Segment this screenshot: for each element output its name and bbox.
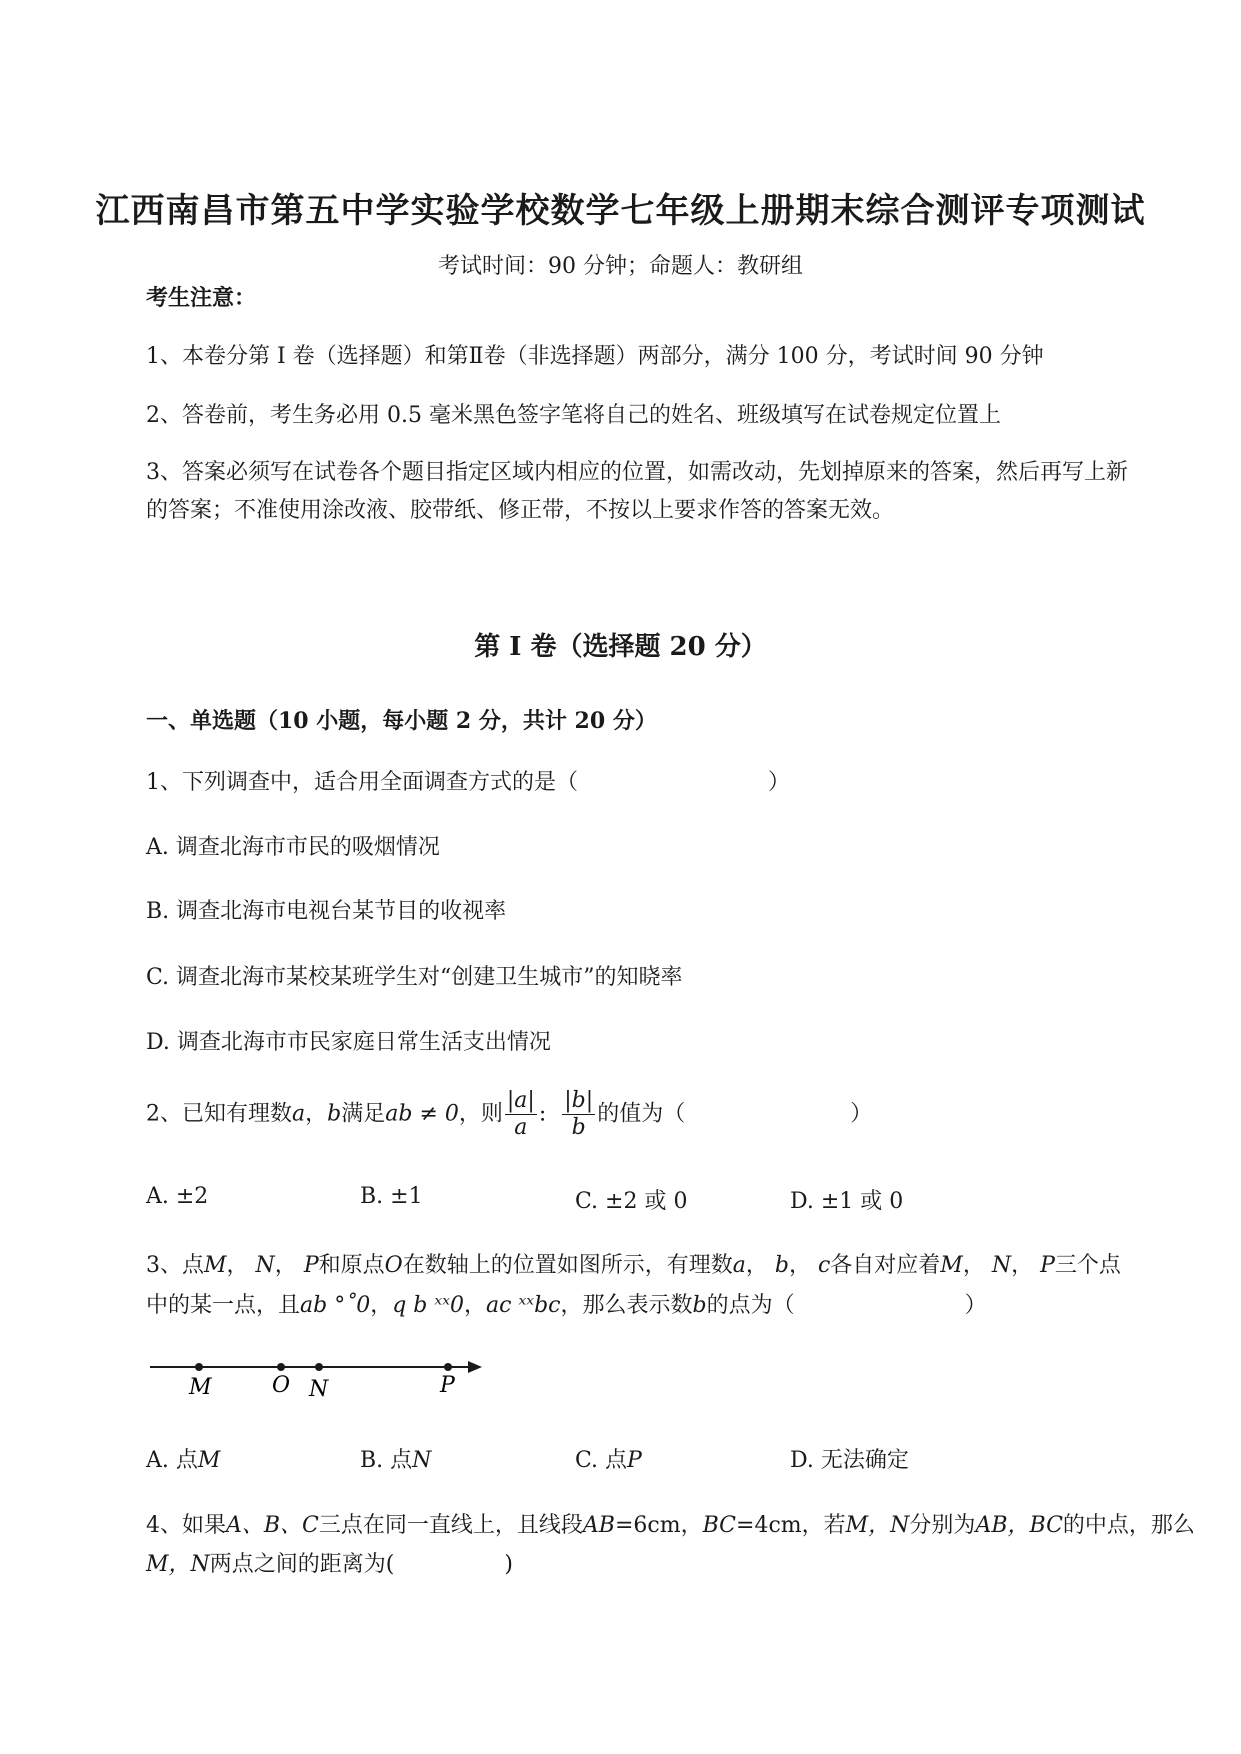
notice-item-3: 3、答案必须写在试卷各个题目指定区域内相应的位置，如需改动，先划掉原来的答案，然后再写上新	[146, 460, 1129, 485]
question-4-line-1: 4、如果A、B、C三点在同一直线上，且线段AB=6cm，BC=4cm，若M，N分别为AB，BC的中点，那么	[146, 1513, 1195, 1538]
question-3-line-1: 3、点M， N， P和原点O在数轴上的位置如图所示，有理数a， b， c各自对应着M， N， P三个点	[146, 1253, 1121, 1278]
point-O-label: O	[272, 1373, 291, 1398]
part-heading: 一、单选题（10 小题，每小题 2 分，共计 20 分）	[146, 708, 657, 734]
question-2-option-b: B. ±1	[360, 1184, 423, 1209]
question-2-stem: 2、已知有理数a，b满足ab ≠ 0，则 $\frac{|a|}{a}$ : $\frac{|b|}{b}$ 的值为（ ）	[146, 1088, 873, 1140]
question-3-option-d: D. 无法确定	[790, 1448, 909, 1473]
point-M-dot	[195, 1363, 203, 1371]
point-M-label: M	[189, 1375, 212, 1400]
question-1-stem: 1、下列调查中，适合用全面调查方式的是（ ）	[146, 770, 791, 795]
question-1-option-a: A. 调查北海市市民的吸烟情况	[146, 835, 440, 860]
fraction-abs-a-over-a: $\frac{|a|}{a}$	[506, 1088, 535, 1140]
question-3-option-b: B. 点N	[360, 1448, 432, 1473]
number-line-arrow	[468, 1361, 482, 1373]
point-N-label: N	[309, 1377, 329, 1402]
number-line-figure	[146, 1352, 496, 1402]
question-1-option-d: D. 调查北海市市民家庭日常生活支出情况	[146, 1030, 551, 1055]
notice-item-3-cont: 的答案；不准使用涂改液、胶带纸、修正带，不按以上要求作答的答案无效。	[146, 498, 895, 523]
question-3-line-2: 中的某一点，且ab °˚0，q b ˣˣ0，ac ˣˣbc，那么表示数b的点为（ ）	[146, 1293, 987, 1318]
question-1-option-b: B. 调查北海市电视台某节目的收视率	[146, 899, 507, 924]
question-3-option-c: C. 点P	[575, 1448, 642, 1473]
question-2-option-d: D. ±1 或 0	[790, 1189, 904, 1214]
section-title: 第 I 卷（选择题 20 分）	[474, 632, 767, 662]
point-P-dot	[444, 1363, 452, 1371]
question-3-option-a: A. 点M	[146, 1448, 221, 1473]
page-title: 江西南昌市第五中学实验学校数学七年级上册期末综合测评专项测试	[95, 191, 1146, 231]
question-1-option-c: C. 调查北海市某校某班学生对“创建卫生城市”的知晓率	[146, 965, 683, 990]
point-N-dot	[315, 1363, 323, 1371]
question-2-option-c: C. ±2 或 0	[575, 1189, 688, 1214]
notice-heading: 考生注意：	[146, 285, 257, 311]
notice-item-2: 2、答卷前，考生务必用 0.5 毫米黑色签字笔将自己的姓名、班级填写在试卷规定位置上	[146, 403, 1001, 428]
point-P-label: P	[440, 1373, 455, 1398]
fraction-abs-b-over-b: $\frac{|b|}{b}$	[564, 1088, 594, 1140]
notice-item-1: 1、本卷分第 I 卷（选择题）和第Ⅱ卷（非选择题）两部分，满分 100 分，考试时间 90 分钟	[146, 344, 1044, 369]
point-O-dot	[277, 1363, 285, 1371]
question-4-line-2: M，N两点之间的距离为( )	[146, 1552, 513, 1577]
exam-info: 考试时间：90 分钟；命题人：教研组	[438, 254, 803, 279]
question-2-option-a: A. ±2	[146, 1184, 209, 1209]
